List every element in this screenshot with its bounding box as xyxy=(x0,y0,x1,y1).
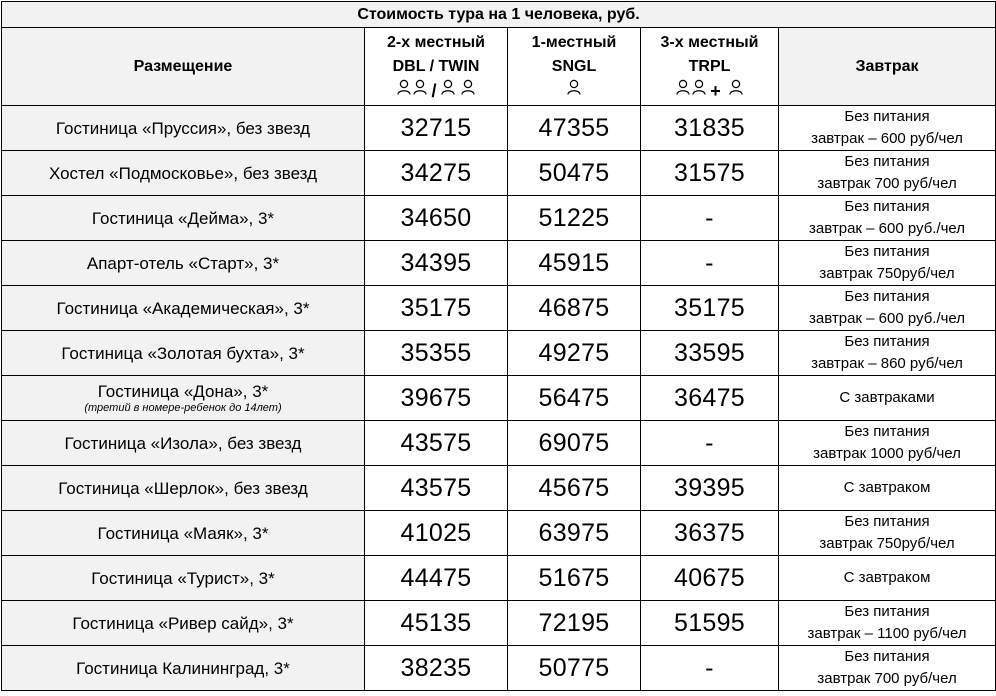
breakfast-status: Без питания xyxy=(844,603,930,620)
hotel-name: Гостиница «Ривер сайд», 3* xyxy=(72,613,294,633)
price-trpl: 31575 xyxy=(641,151,779,196)
price-sngl: 69075 xyxy=(508,421,641,466)
price-trpl: 31835 xyxy=(641,106,779,151)
price-dbl: 35175 xyxy=(365,286,508,331)
header-trpl xyxy=(641,28,779,106)
hotel-name-cell xyxy=(2,601,365,646)
breakfast-cell xyxy=(779,106,996,151)
price-trpl: 36375 xyxy=(641,511,779,556)
table-row xyxy=(2,511,996,556)
price-trpl: 35175 xyxy=(641,286,779,331)
breakfast-price: завтрак 1000 руб/чел xyxy=(813,445,961,462)
table-row xyxy=(2,601,996,646)
price-sngl: 45915 xyxy=(508,241,641,286)
breakfast-cell xyxy=(779,376,996,421)
trpl-separator: + xyxy=(710,80,721,101)
hotel-name: Гостиница «Маяк», 3* xyxy=(97,523,269,543)
breakfast-cell xyxy=(779,646,996,691)
person-icon xyxy=(729,79,743,103)
hotel-name: Гостиница «Академическая», 3* xyxy=(56,298,310,318)
person-icon xyxy=(413,79,427,103)
hotel-name: Гостиница Калининград, 3* xyxy=(76,658,290,678)
hotel-name-cell xyxy=(2,106,365,151)
hotel-note: (третий в номере-ребенок до 14лет) xyxy=(84,402,282,414)
price-dbl: 43575 xyxy=(365,421,508,466)
breakfast-price: завтрак 750руб/чел xyxy=(819,265,955,282)
breakfast-price: завтрак 750руб/чел xyxy=(819,535,955,552)
table-row xyxy=(2,556,996,601)
hotel-name: Гостиница «Дона», 3* xyxy=(97,382,269,401)
breakfast-status: Без питания xyxy=(844,153,930,170)
table-row xyxy=(2,421,996,466)
breakfast-status: Без питания xyxy=(844,108,930,125)
price-dbl: 41025 xyxy=(365,511,508,556)
table-row xyxy=(2,106,996,151)
hotel-name: Хостел «Подмосковье», без звезд xyxy=(48,163,318,183)
table-row xyxy=(2,376,996,421)
table-row xyxy=(2,286,996,331)
hotel-name: Гостиница «Шерлок», без звезд xyxy=(58,478,308,498)
hotel-name: Гостиница «Турист», 3* xyxy=(91,568,275,588)
breakfast-price: завтрак – 600 руб/чел xyxy=(811,130,963,147)
price-table xyxy=(1,1,996,691)
price-trpl: - xyxy=(641,421,779,466)
header-sngl xyxy=(508,28,641,106)
hotel-name-cell xyxy=(2,241,365,286)
breakfast-status: С завтраками xyxy=(839,389,935,406)
breakfast-status: Без питания xyxy=(844,513,930,530)
price-trpl: - xyxy=(641,646,779,691)
table-row xyxy=(2,646,996,691)
hotel-name-cell xyxy=(2,556,365,601)
price-sngl: 72195 xyxy=(508,601,641,646)
hotel-name-cell xyxy=(2,376,365,421)
price-dbl: 35355 xyxy=(365,331,508,376)
header-sngl-line1: 1-местный xyxy=(531,33,617,51)
price-sngl: 50775 xyxy=(508,646,641,691)
header-trpl-line2: TRPL xyxy=(688,57,731,75)
price-sngl: 63975 xyxy=(508,511,641,556)
price-trpl: 36475 xyxy=(641,376,779,421)
breakfast-cell xyxy=(779,151,996,196)
price-dbl: 45135 xyxy=(365,601,508,646)
breakfast-status: Без питания xyxy=(844,333,930,350)
price-trpl: - xyxy=(641,196,779,241)
hotel-name-cell xyxy=(2,511,365,556)
dbl-separator: / xyxy=(431,80,437,101)
table-row xyxy=(2,466,996,511)
breakfast-cell xyxy=(779,241,996,286)
breakfast-cell xyxy=(779,511,996,556)
breakfast-price: завтрак – 600 руб./чел xyxy=(809,220,966,237)
sngl-occupancy-icons xyxy=(567,81,581,101)
price-dbl: 34395 xyxy=(365,241,508,286)
breakfast-price: завтрак – 600 руб./чел xyxy=(809,310,966,327)
table-title: Стоимость тура на 1 человека, руб. xyxy=(2,2,996,28)
person-icon xyxy=(567,79,581,103)
price-sngl: 56475 xyxy=(508,376,641,421)
hotel-name-cell xyxy=(2,466,365,511)
hotel-name-cell xyxy=(2,151,365,196)
price-trpl: - xyxy=(641,241,779,286)
price-sngl: 45675 xyxy=(508,466,641,511)
breakfast-status: Без питания xyxy=(844,423,930,440)
hotel-name: Гостиница «Дейма», 3* xyxy=(91,208,275,228)
person-icon xyxy=(441,79,455,103)
price-sngl: 51225 xyxy=(508,196,641,241)
breakfast-status: Без питания xyxy=(844,288,930,305)
price-dbl: 43575 xyxy=(365,466,508,511)
breakfast-price: завтрак – 860 руб/чел xyxy=(811,355,963,372)
dbl-occupancy-icons xyxy=(397,81,474,101)
breakfast-price: завтрак 700 руб/чел xyxy=(817,175,957,192)
table-row xyxy=(2,196,996,241)
breakfast-status: Без питания xyxy=(844,243,930,260)
price-dbl: 38235 xyxy=(365,646,508,691)
header-dbl xyxy=(365,28,508,106)
hotel-name-cell xyxy=(2,421,365,466)
hotel-name: Апарт-отель «Старт», 3* xyxy=(86,253,280,273)
price-dbl: 34275 xyxy=(365,151,508,196)
header-breakfast: Завтрак xyxy=(779,28,996,106)
price-dbl: 39675 xyxy=(365,376,508,421)
hotel-name: Гостиница «Изола», без звезд xyxy=(64,433,302,453)
breakfast-status: Без питания xyxy=(844,198,930,215)
hotel-name-cell xyxy=(2,646,365,691)
price-trpl: 39395 xyxy=(641,466,779,511)
header-placement: Размещение xyxy=(2,28,365,106)
price-trpl: 40675 xyxy=(641,556,779,601)
price-sngl: 50475 xyxy=(508,151,641,196)
breakfast-cell xyxy=(779,196,996,241)
price-sngl: 49275 xyxy=(508,331,641,376)
header-trpl-line1: 3-х местный xyxy=(660,33,759,51)
hotel-name-cell xyxy=(2,196,365,241)
hotel-name-cell xyxy=(2,286,365,331)
table-row xyxy=(2,331,996,376)
hotel-name: Гостиница «Золотая бухта», 3* xyxy=(61,343,305,363)
price-trpl: 51595 xyxy=(641,601,779,646)
trpl-occupancy-icons xyxy=(676,81,743,101)
hotel-name-cell xyxy=(2,331,365,376)
breakfast-cell xyxy=(779,466,996,511)
price-sngl: 47355 xyxy=(508,106,641,151)
breakfast-status: С завтраком xyxy=(843,569,931,586)
table-row xyxy=(2,151,996,196)
breakfast-status: Без питания xyxy=(844,648,930,665)
person-icon xyxy=(692,79,706,103)
breakfast-price: завтрак 700 руб/чел xyxy=(817,670,957,687)
breakfast-cell xyxy=(779,556,996,601)
price-sngl: 46875 xyxy=(508,286,641,331)
price-dbl: 34650 xyxy=(365,196,508,241)
breakfast-cell xyxy=(779,601,996,646)
breakfast-price: завтрак – 1100 руб/чел xyxy=(807,625,967,642)
header-dbl-line2: DBL / TWIN xyxy=(392,57,480,75)
breakfast-cell xyxy=(779,421,996,466)
price-trpl: 33595 xyxy=(641,331,779,376)
price-sngl: 51675 xyxy=(508,556,641,601)
table-row xyxy=(2,241,996,286)
person-icon xyxy=(397,79,411,103)
header-dbl-line1: 2-х местный xyxy=(387,33,485,51)
person-icon xyxy=(461,79,475,103)
price-dbl: 32715 xyxy=(365,106,508,151)
breakfast-status: С завтраком xyxy=(843,479,931,496)
breakfast-cell xyxy=(779,331,996,376)
person-icon xyxy=(676,79,690,103)
price-dbl: 44475 xyxy=(365,556,508,601)
hotel-name: Гостиница «Пруссия», без звезд xyxy=(55,118,311,138)
header-sngl-line2: SNGL xyxy=(551,57,597,75)
breakfast-cell xyxy=(779,286,996,331)
